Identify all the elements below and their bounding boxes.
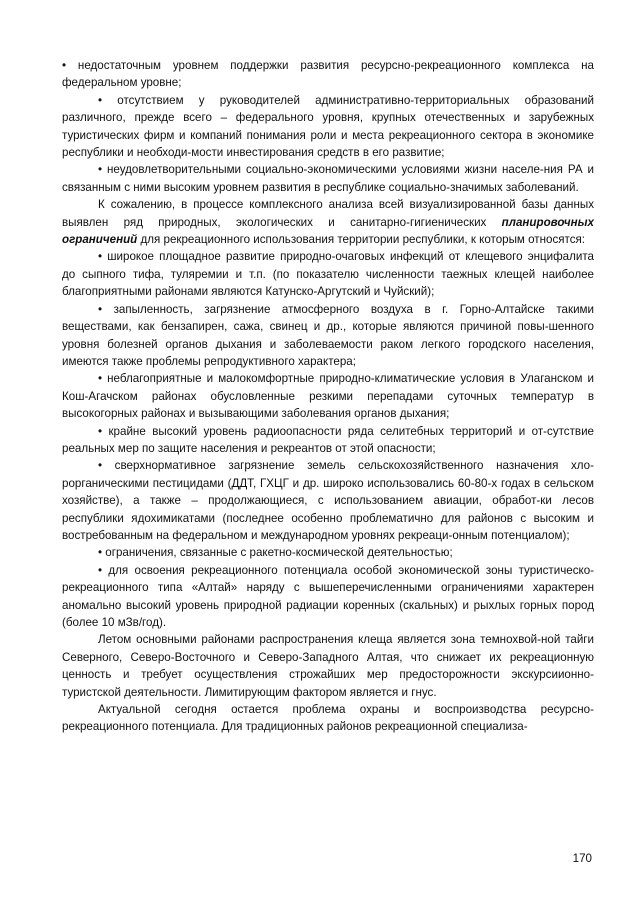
restriction-pesticides: • сверхнормативное загрязнение земель сельскохозяйственного назначения хло-рорганическими пестицидами (ДДТ, ГХЦГ и др. широко использовались 60-80-х годах в сельском хозяйстве), а также – продолжающиеся, с использованием авиации, обработ-ки лесов республики ядохимикатами (последнее особенно проблематично для районов с высоким и востребованным на федеральном и международном уровнях рекреаци-онным потенциалом);: [62, 459, 594, 542]
restriction-infections: • широкое площадное развитие природно-очаговых инфекций от клещевого энцифалита до сыпного тифа, туляремии и т.п. (по показателю численности таежных клещей наиболее благоприятными районами являются Катунско-Аргутский и Чуйский);: [62, 250, 594, 299]
analysis-text-after: для рекреационного использования территории республики, к которым относятся:: [137, 233, 586, 247]
body-text: [62, 57, 594, 736]
bullet-socio-economic: • неудовлетворительными социально-экономическими условиями жизни населе-ния РА и связанным с ними высоким уровнем развития в республике социально-значимых заболеваний.: [62, 163, 594, 194]
paragraph-tick-areas: Летом основными районами распространения клеща является зона темнохвой-ной тайги Северного, Северо-Восточного и Северо-Западного Алтая, что снижает их рекреационную ценность и требует осуществления строжайших мер предосторожности экскурсиионно-туристской деятельности. Лимитирующим фактором является и гнус.: [62, 633, 594, 699]
restriction-natural-radiation: • для освоения рекреационного потенциала особой экономической зоны туристическо-рекреационного типа «Алтай» наряду с вышеперечисленными ограничениями характерен аномально высокий уровень природной радиации коренных (скальных) и рыхлых горных пород (более 10 мЗв/год).: [62, 563, 594, 629]
restriction-space-activity: • ограничения, связанные с ракетно-космической деятельностью;: [98, 546, 453, 560]
page-number: 170: [572, 852, 592, 865]
restriction-climate: • неблагоприятные и малокомфортные природно-климатические условия в Улаганском и Кош-Агачском районах обусловленные резкими перепадами суточных температур в высокогорных районах и вызывающими заболевания органов дыхания;: [62, 372, 594, 421]
paragraph-protection-problem: Актуальной сегодня остается проблема охраны и воспроизводства ресурсно-рекреационного потенциала. Для традиционных районов рекреационной специализа-: [62, 703, 594, 734]
analysis-text-before: К сожалению, в процессе комплексного анализа всей визуализированной базы данных выявлен ряд природных, экологических и санитарно-гигиенических: [62, 198, 594, 229]
analysis-paragraph: [62, 196, 594, 248]
restriction-air-pollution: • запыленность, загрязнение атмосферного воздуха в г. Горно-Алтайске такими веществами, как бензапирен, сажа, свинец и др., которые являются причиной повы-шенного уровня болезней органов дыхания и заболеваемости раком легкого городского населения, имеются также проблемы репродуктивного характера;: [62, 302, 594, 368]
restriction-radiation-danger: • крайне высокий уровень радиоопасности ряда селитебных территорий и от-сутствие реальных мер по защите населения и рекреантов от этой опасности;: [62, 424, 594, 455]
bullet-federal-support: • недостаточным уровнем поддержки развития ресурсно-рекреационного комплекса на федеральном уровне;: [62, 59, 594, 90]
bullet-lack-of-understanding: • отсутствием у руководителей административно-территориальных образований различного, прежде всего – федерального уровня, крупных отечественных и зарубежных туристических фирм и компаний понимания роли и места рекреационного сектора в экономике республики и необходи-мости инвестирования средств в его развитие;: [62, 93, 594, 160]
planning-restrictions-emphasis: планировочных ограничений: [62, 215, 594, 247]
